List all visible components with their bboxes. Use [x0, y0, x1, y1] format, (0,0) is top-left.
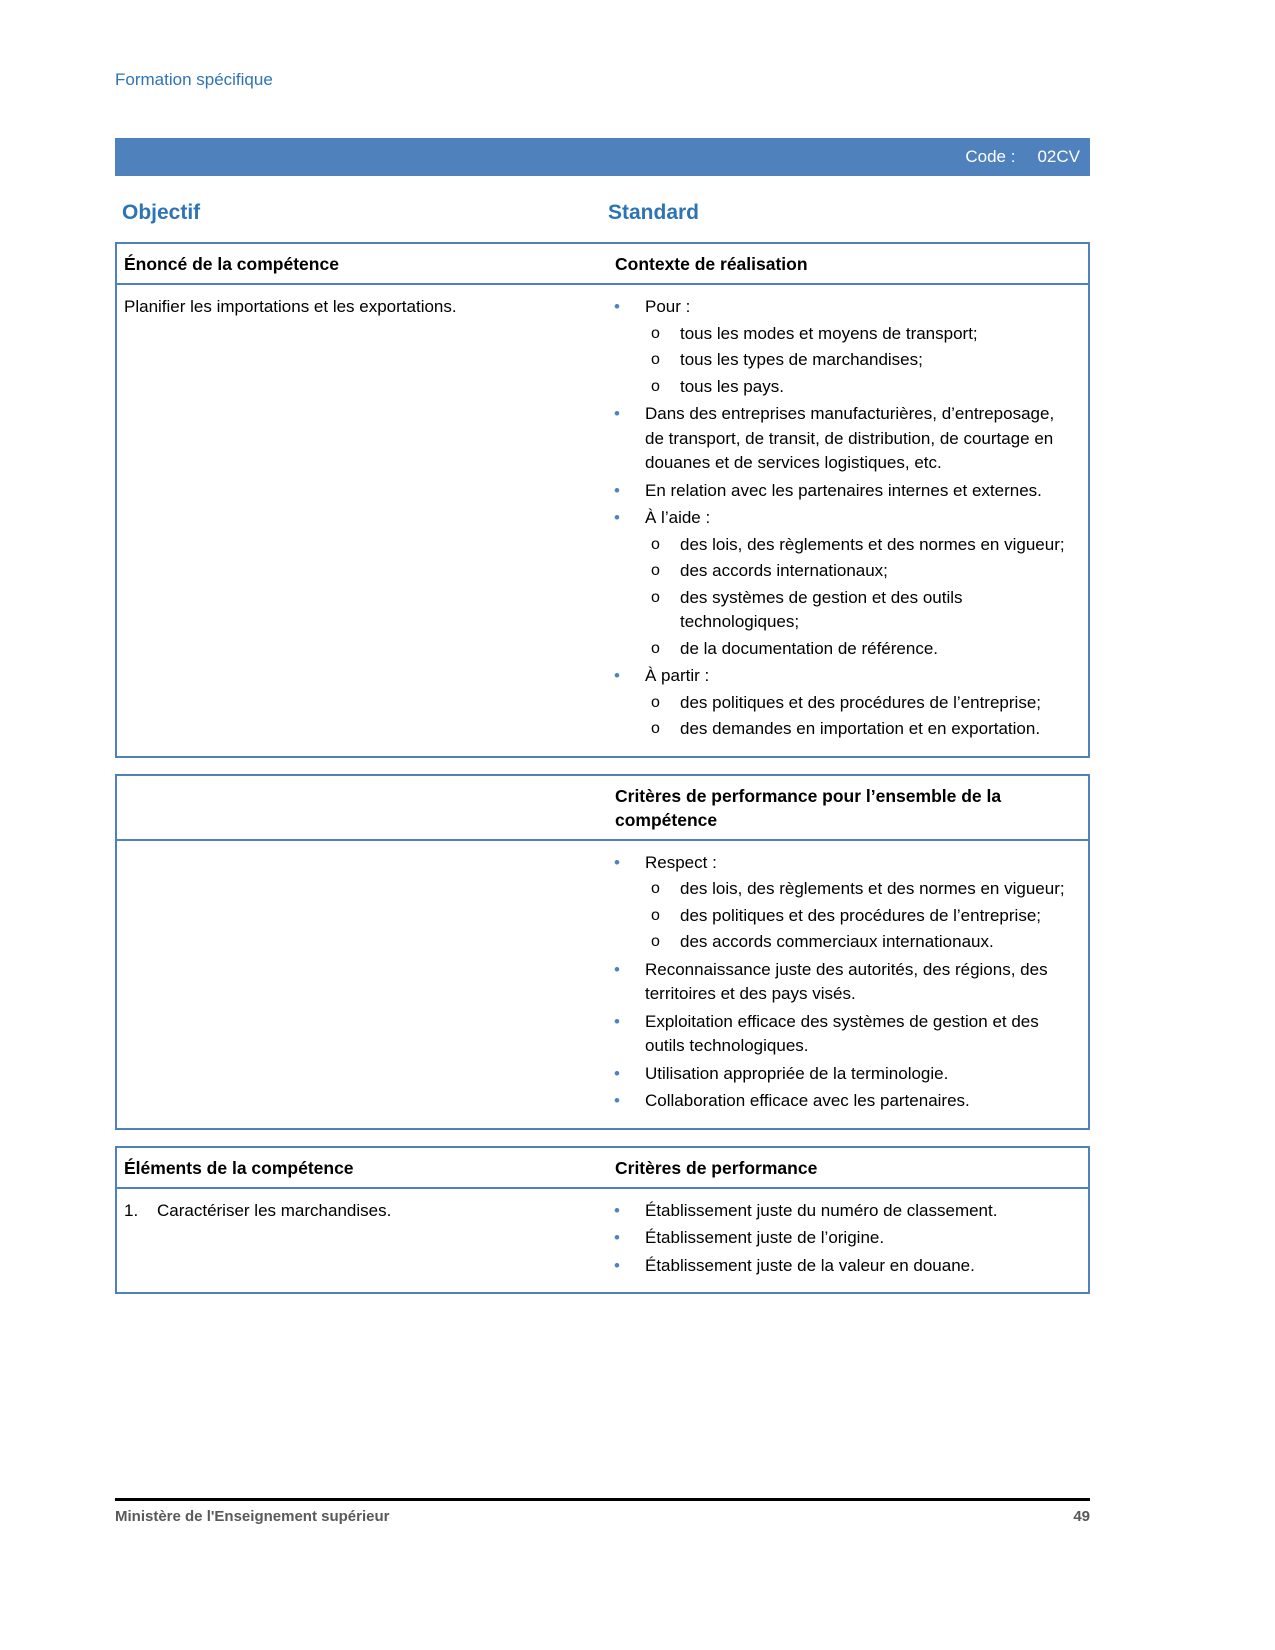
bullet-icon: • — [614, 508, 620, 527]
bullet-icon: • — [614, 1091, 620, 1110]
circle-marker-icon: o — [651, 720, 660, 737]
bullet-text: des lois, des règlements et des normes en vigueur; — [680, 879, 1065, 898]
bullet-item — [608, 1226, 1076, 1251]
bullet-item — [608, 506, 1076, 531]
bullet-item — [608, 1089, 1076, 1114]
sub-bullet-item — [608, 904, 1076, 929]
element-item — [117, 1189, 608, 1293]
circle-marker-icon: o — [651, 588, 660, 606]
bullet-text: tous les modes et moyens de transport; — [680, 323, 978, 343]
element-text: Caractériser les marchandises. — [157, 1200, 392, 1220]
bullet-text: des accords internationaux; — [680, 561, 888, 580]
page-footer — [115, 1498, 1090, 1525]
elements-criteres-table — [115, 1146, 1090, 1295]
enonce-contexte-table — [115, 242, 1090, 758]
page-content — [115, 0, 1090, 1525]
bullet-icon: • — [614, 297, 620, 316]
bullet-text: Établissement juste de l’origine. — [645, 1228, 885, 1247]
code-label: Code : — [965, 147, 1016, 166]
bullet-text: Collaboration efficace avec les partenaires. — [645, 1091, 970, 1110]
contexte-list — [608, 285, 1088, 756]
bullet-text: À partir : — [645, 666, 710, 685]
sub-bullet-item — [608, 717, 1076, 742]
bullet-text: Utilisation appropriée de la terminologie. — [645, 1063, 949, 1083]
enonce-text: Planifier les importations et les exportations. — [124, 297, 457, 316]
bullet-item — [608, 958, 1076, 1007]
enonce-contexte-header-row — [117, 244, 1088, 285]
bullet-text: Établissement juste du numéro de classement. — [645, 1200, 998, 1220]
bullet-icon: • — [614, 404, 620, 423]
bullet-text: tous les types de marchandises; — [680, 350, 923, 369]
bullet-text: des lois, des règlements et des normes en vigueur; — [680, 534, 1065, 554]
elements-criteres-header-row — [117, 1148, 1088, 1189]
sub-bullet-item — [608, 691, 1076, 716]
criteres-ensemble-header: Critères de performance pour l’ensemble de la compétence — [615, 785, 1002, 830]
criteres-ensemble-header-row — [117, 776, 1088, 841]
criteres-ensemble-list — [608, 841, 1088, 1128]
bullet-icon: • — [614, 480, 620, 500]
empty-header-cell — [117, 776, 608, 839]
sub-bullet-item — [608, 637, 1076, 662]
circle-marker-icon: o — [651, 324, 660, 342]
bullet-text: tous les pays. — [680, 376, 784, 396]
bullet-item — [608, 664, 1076, 689]
sub-bullet-item — [608, 877, 1076, 902]
section-label: Formation spécifique — [115, 70, 273, 89]
circle-marker-icon: o — [651, 639, 660, 657]
bullet-item — [608, 295, 1076, 320]
element-criteres-list — [608, 1189, 1088, 1293]
criteres-ensemble-body-row — [117, 841, 1088, 1128]
objectif-heading: Objectif — [122, 201, 201, 224]
bullet-text: Pour : — [645, 297, 691, 316]
standard-heading: Standard — [608, 201, 700, 224]
bullet-text: des demandes en importation et en exportation. — [680, 719, 1041, 738]
footer-ministry: Ministère de l'Enseignement supérieur — [115, 1508, 390, 1525]
bullet-item — [608, 402, 1076, 476]
circle-marker-icon: o — [651, 880, 660, 897]
bullet-item — [608, 1199, 1076, 1224]
sub-bullet-item — [608, 348, 1076, 373]
circle-marker-icon: o — [651, 693, 660, 711]
bullet-text: Reconnaissance juste des autorités, des régions, des territoires et des pays visés. — [645, 959, 1048, 1003]
sub-bullet-item — [608, 322, 1076, 347]
code-bar — [115, 138, 1090, 176]
bullet-icon: • — [614, 1255, 620, 1275]
enonce-contexte-body-row — [117, 285, 1088, 756]
circle-marker-icon: o — [651, 562, 660, 579]
bullet-text: des accords commerciaux internationaux. — [680, 932, 994, 951]
footer-page-number: 49 — [1073, 1508, 1090, 1525]
sub-bullet-item — [608, 586, 1076, 635]
bullet-icon: • — [614, 1228, 620, 1247]
bullet-item — [608, 1010, 1076, 1059]
bullet-icon: • — [614, 1200, 620, 1220]
bullet-text: des politiques et des procédures de l’entreprise; — [680, 692, 1041, 712]
enonce-header: Énoncé de la compétence — [124, 254, 339, 274]
element-number: 1. — [124, 1200, 139, 1220]
bullet-text: de la documentation de référence. — [680, 638, 939, 658]
column-headings — [115, 200, 1090, 226]
circle-marker-icon: o — [651, 535, 660, 553]
bullet-text: des politiques et des procédures de l’entreprise; — [680, 905, 1041, 925]
bullet-text: Respect : — [645, 852, 717, 872]
bullet-icon: • — [614, 1063, 620, 1083]
bullet-icon: • — [614, 852, 620, 872]
circle-marker-icon: o — [651, 906, 660, 924]
bullet-text: Établissement juste de la valeur en douane. — [645, 1255, 975, 1275]
bullet-text: À l’aide : — [645, 508, 711, 527]
bullet-icon: • — [614, 1011, 620, 1031]
sub-bullet-item — [608, 375, 1076, 400]
bullet-icon: • — [614, 959, 620, 979]
bullet-text: Exploitation efficace des systèmes de gestion et des outils technologiques. — [645, 1011, 1039, 1055]
contexte-header: Contexte de réalisation — [615, 254, 808, 274]
bullet-item — [608, 1062, 1076, 1087]
sub-bullet-item — [608, 559, 1076, 584]
code-value: 02CV — [1037, 147, 1080, 166]
criteres-header: Critères de performance — [615, 1157, 818, 1178]
bullet-item — [608, 1254, 1076, 1279]
sub-bullet-item — [608, 533, 1076, 558]
bullet-text: En relation avec les partenaires internes et externes. — [645, 480, 1042, 500]
empty-body-cell — [117, 841, 608, 1128]
circle-marker-icon: o — [651, 377, 660, 395]
circle-marker-icon: o — [651, 351, 660, 368]
sub-bullet-item — [608, 930, 1076, 955]
element-row — [117, 1189, 1088, 1293]
bullet-text: des systèmes de gestion et des outils technologiques; — [680, 587, 963, 631]
bullet-item — [608, 851, 1076, 876]
bullet-text: Dans des entreprises manufacturières, d’entreposage, de transport, de transit, de distribution, de courtage en douanes et de services logistiques, etc. — [645, 404, 1055, 472]
circle-marker-icon: o — [651, 933, 660, 950]
bullet-item — [608, 479, 1076, 504]
criteres-ensemble-table — [115, 774, 1090, 1130]
elements-header: Éléments de la compétence — [124, 1157, 354, 1178]
bullet-icon: • — [614, 666, 620, 685]
